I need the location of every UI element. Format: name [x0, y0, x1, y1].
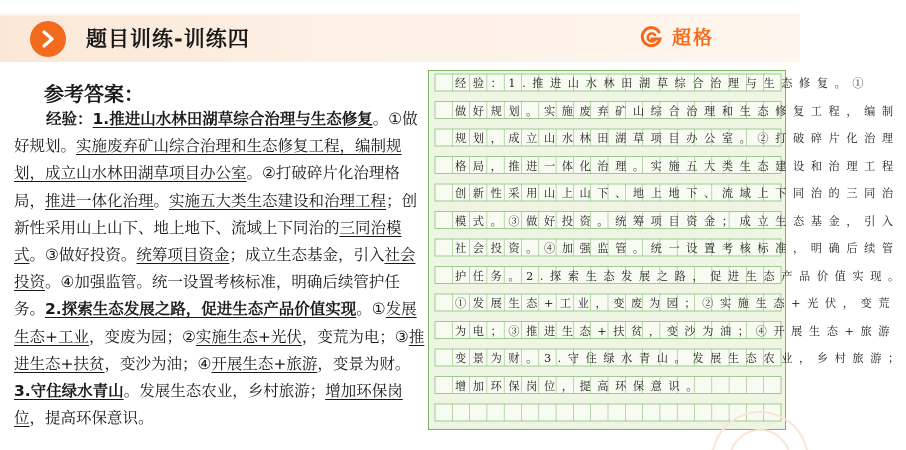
answer-text: 。①	[356, 300, 386, 319]
answer-text: ；创新性采用山上山下、地上地下、流域上下同治的	[14, 191, 418, 237]
answer-text: 。③做好投资。	[29, 246, 137, 265]
grid-text-line: 模式。③做好投资。统筹项目资金；成立生态基金，引入	[455, 214, 900, 228]
answer-underlined: 社会投资	[14, 246, 416, 292]
grid-text-line: 做好规划。实施废弃矿山综合治理和生态修复工程，编制	[455, 104, 900, 118]
answer-text: 。④加强监管。统一设置考核标准，明确后续管护任务。	[14, 273, 400, 319]
point-2-title: 2.探索生态发展之路，促进生态产品价值实现	[45, 300, 357, 319]
watermark-decoration	[600, 400, 800, 450]
answer-paragraph	[14, 106, 426, 432]
answer-grid-sheet	[428, 70, 906, 430]
grid-text-line: 创新性采用山上山下、地上地下、流域上下同治的三同治	[455, 187, 900, 200]
brand-name: 超格	[672, 27, 715, 49]
brand-logo	[640, 23, 714, 50]
answer-underlined: 增加环保岗位	[14, 382, 403, 428]
answer-underlined: 统筹项目资金	[136, 246, 230, 265]
answer-text: ；成立生态基金，引入	[229, 246, 385, 265]
grid-text-line: 护任务。2.探索生态发展之路，促进生态产品价值实现。	[455, 269, 906, 283]
answer-text: ，变景为财。	[317, 354, 411, 373]
grid-text-line: 社会投资。④加强监管。统一设置考核标准，明确后续管	[455, 242, 900, 255]
answer-text: ，变沙为油；④	[104, 354, 212, 373]
answer-underlined: 推进生态+扶贫	[14, 327, 425, 373]
answer-underlined: 实施生态+光伏	[195, 327, 302, 346]
grid-text-line: 为电；③推进生态+扶贫，变沙为油；④开展生态+旅游	[455, 324, 897, 338]
grid-text-line: 格局，推进一体化治理。实施五大类生态建设和治理工程	[455, 159, 900, 173]
answer-text: 。	[153, 191, 170, 210]
chevron-right-icon	[30, 21, 66, 57]
answer-text: ，变废为园；②	[89, 327, 196, 346]
answer-text: ，提高环保意识。	[29, 409, 154, 428]
answer-label: 经验：	[46, 110, 93, 128]
answer-text: 。发展生态农业，乡村旅游；	[123, 382, 326, 401]
answer-heading: 参考答案：	[44, 82, 144, 106]
answer-underlined: 发展生态+工业	[14, 300, 417, 346]
grid-text-line: ①发展生态+工业，变废为园；②实施生态+光伏，变荒	[455, 297, 897, 310]
answer-underlined: 开展生态+旅游	[211, 354, 318, 373]
answer-text: ，变荒为电；③	[301, 327, 409, 346]
answer-underlined: 实施废弃矿山综合治理和生态修复工程，编制规划，成立山水林田湖草项目办公室	[14, 137, 402, 183]
grid-text-line: 增加环保岗位，提高环保意识。	[455, 379, 705, 393]
grid-text-line: 规划，成立山水林田湖草项目办公室。②打破碎片化治理	[455, 132, 900, 145]
page-title: 题目训练-训练四	[86, 27, 250, 51]
grid-text-line: 经验：1.推进山水林田湖草综合治理与生态修复。①	[455, 77, 871, 90]
header-top-strip	[0, 0, 800, 14]
point-1-title: 1.推进山水林田湖草综合治理与生态修复	[92, 110, 373, 128]
answer-underlined: 实施五大类生态建设和治理工程	[169, 191, 387, 210]
brand-g-icon	[640, 25, 664, 49]
point-3-title: 3.守住绿水青山	[14, 382, 124, 401]
answer-underlined: 三同治模式	[14, 218, 402, 265]
answer-text: 。②打破碎片化治理格局，	[14, 164, 400, 210]
answer-underlined: 推进一体化治理	[45, 191, 154, 210]
answer-text: 。①做好规划。	[14, 110, 418, 156]
grid-text-line: 变景为财。3.守住绿水青山。发展生态农业，乡村旅游；	[455, 352, 906, 365]
